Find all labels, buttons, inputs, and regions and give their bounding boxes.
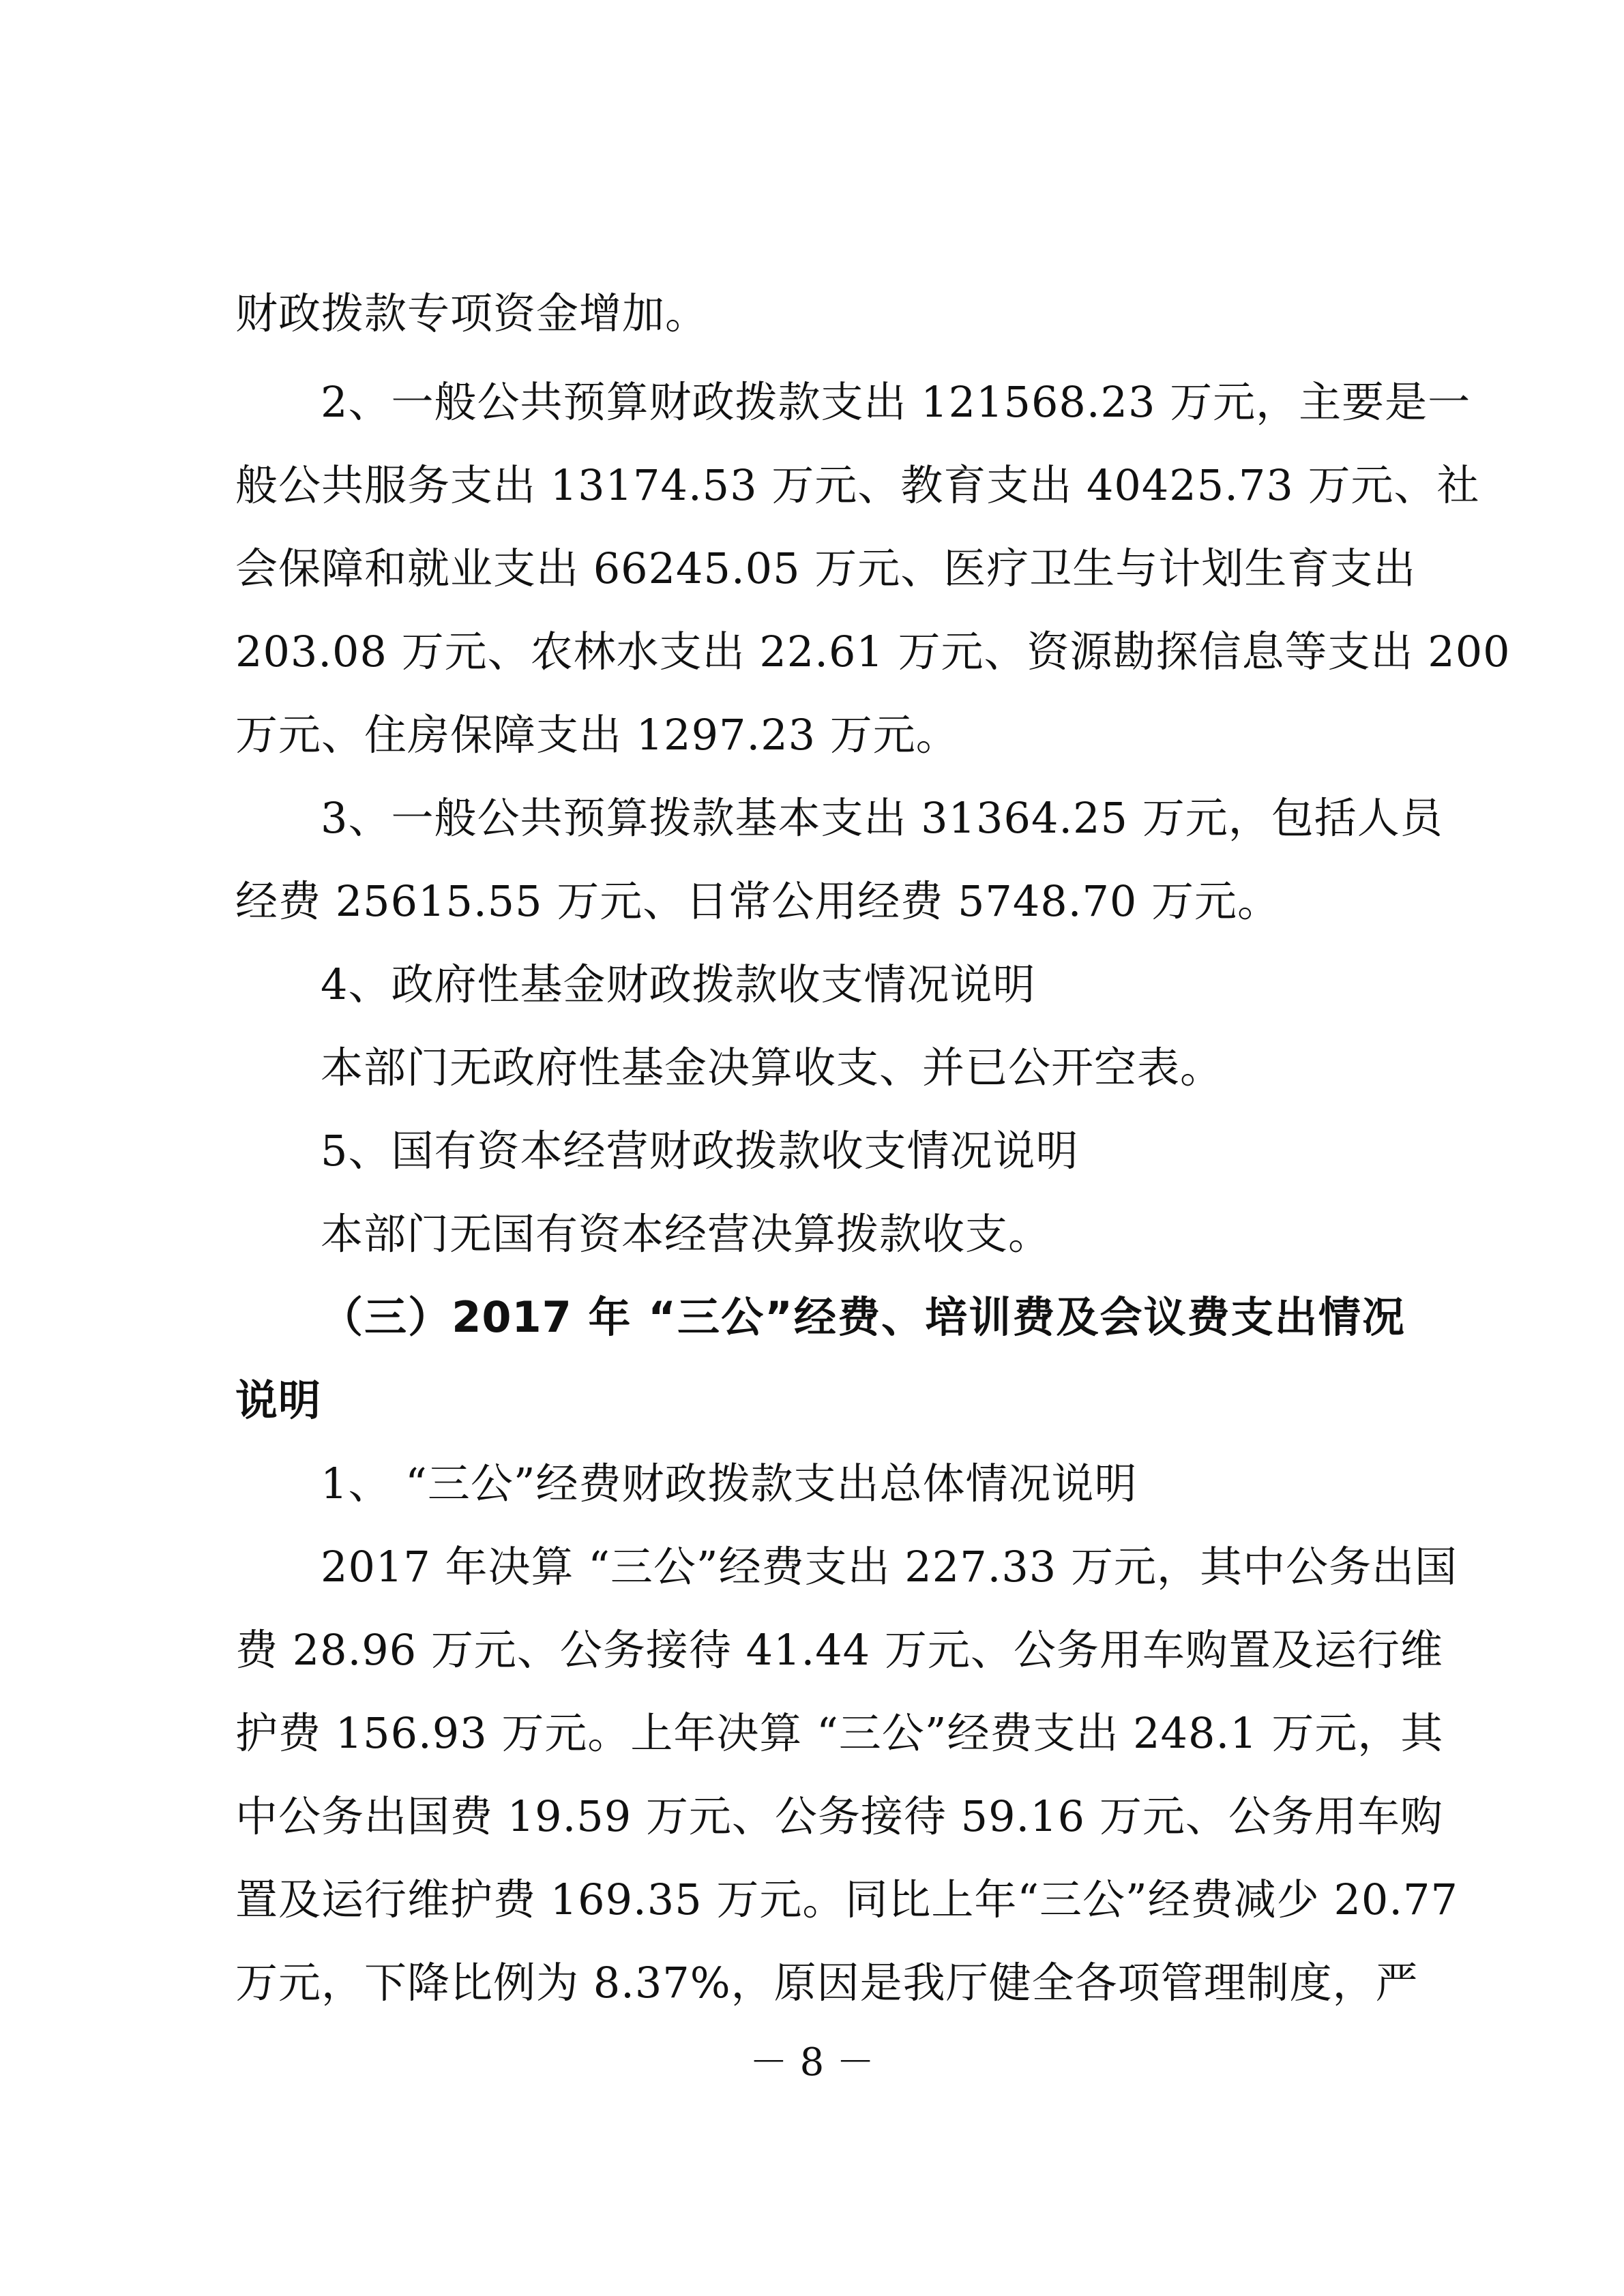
paragraph-line: 护费 156.93 万元。上年决算 “三公”经费支出 248.1 万元，其 (235, 1708, 1444, 1758)
subheading: 4、政府性基金财政拨款收支情况说明 (321, 959, 1036, 1009)
paragraph-line: 3、一般公共预算拨款基本支出 31364.25 万元，包括人员 (321, 793, 1443, 843)
paragraph-line: 费 28.96 万元、公务接待 41.44 万元、公务用车购置及运行维 (235, 1625, 1443, 1675)
subheading: 5、国有资本经营财政拨款收支情况说明 (321, 1126, 1079, 1176)
paragraph-line: 2017 年决算 “三公”经费支出 227.33 万元，其中公务出国 (321, 1542, 1458, 1592)
page-number: － 8 － (749, 2040, 875, 2085)
paragraph-line: 本部门无国有资本经营决算拨款收支。 (321, 1209, 1052, 1259)
section-heading: 说明 (235, 1375, 322, 1425)
subheading: 1、 “三公”经费财政拨款支出总体情况说明 (321, 1459, 1138, 1508)
paragraph-line: 会保障和就业支出 66245.05 万元、医疗卫生与计划生育支出 (235, 543, 1417, 593)
paragraph-line: 万元，下降比例为 8.37%，原因是我厅健全各项管理制度，严 (235, 1958, 1419, 2008)
paragraph-line: 中公务出国费 19.59 万元、公务接待 59.16 万元、公务用车购 (235, 1791, 1443, 1841)
paragraph-line: 般公共服务支出 13174.53 万元、教育支出 40425.73 万元、社 (235, 460, 1480, 510)
paragraph-line: 203.08 万元、农林水支出 22.61 万元、资源勘探信息等支出 200 (235, 627, 1511, 676)
paragraph-line: 置及运行维护费 169.35 万元。同比上年“三公”经费减少 20.77 (235, 1875, 1458, 1924)
section-heading: （三）2017 年 “三公”经费、培训费及会议费支出情况 (321, 1292, 1405, 1342)
paragraph-line: 万元、住房保障支出 1297.23 万元。 (235, 710, 959, 760)
paragraph-line: 财政拨款专项资金增加。 (235, 288, 709, 338)
paragraph-line: 经费 25615.55 万元、日常公用经费 5748.70 万元。 (235, 876, 1281, 926)
paragraph-line: 本部门无政府性基金决算收支、并已公开空表。 (321, 1043, 1224, 1092)
paragraph-line: 2、一般公共预算财政拨款支出 121568.23 万元，主要是一 (321, 377, 1471, 427)
